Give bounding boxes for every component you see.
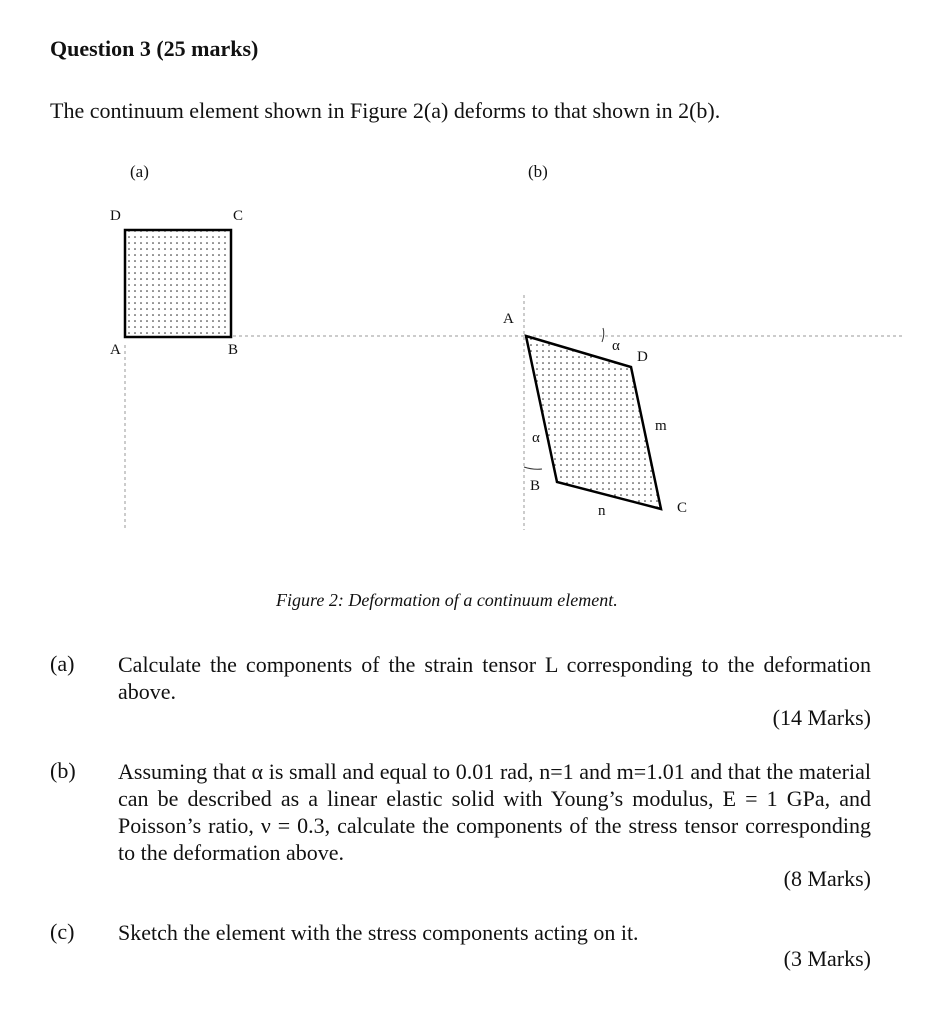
vertex-a-b: A bbox=[503, 311, 514, 327]
part-c-text: Sketch the element with the stress components acting on it. bbox=[118, 920, 639, 945]
intro-text: The continuum element shown in Figure 2(a) deforms to that shown in 2(b). bbox=[50, 98, 721, 123]
part-a-text: Calculate the components of the strain tensor L corresponding to the deformation above. bbox=[118, 652, 871, 704]
part-a-label: (a) bbox=[50, 651, 75, 676]
vertex-a-a: A bbox=[110, 342, 121, 358]
vertex-d-a: D bbox=[110, 208, 121, 224]
vertex-c-b: C bbox=[677, 500, 688, 516]
panel-b-label: (b) bbox=[528, 162, 548, 181]
vertex-b-a: B bbox=[228, 342, 239, 358]
vertex-b-b: B bbox=[530, 478, 541, 494]
question-heading: Question 3 (25 marks) bbox=[50, 36, 259, 61]
part-b-text: Assuming that α is small and equal to 0.01 rad, n=1 and m=1.01 and that the material can be described as a linear elastic solid with Young’s modulus, E = 1 GPa, and Poisson’s ratio, ν = 0.3, calculate the components of the stress tensor corresponding to the deformation above. bbox=[118, 759, 871, 865]
side-n: n bbox=[598, 503, 606, 519]
alpha-top: α bbox=[612, 338, 620, 354]
part-c-marks: (3 Marks) bbox=[783, 946, 871, 971]
vertex-d-b: D bbox=[637, 349, 648, 365]
angle-arc-top bbox=[602, 328, 604, 342]
part-b-label: (b) bbox=[50, 758, 76, 783]
figure-caption: Figure 2: Deformation of a continuum element. bbox=[276, 590, 618, 610]
vertex-c-a: C bbox=[233, 208, 244, 224]
part-b-marks: (8 Marks) bbox=[783, 866, 871, 891]
panel-a-label: (a) bbox=[130, 162, 149, 181]
angle-arc-left bbox=[524, 467, 542, 469]
part-c-label: (c) bbox=[50, 919, 75, 944]
undeformed-square bbox=[125, 230, 231, 337]
part-a-marks: (14 Marks) bbox=[772, 705, 871, 730]
side-m: m bbox=[655, 418, 667, 434]
reference-axes bbox=[125, 295, 905, 530]
alpha-left: α bbox=[532, 430, 540, 446]
